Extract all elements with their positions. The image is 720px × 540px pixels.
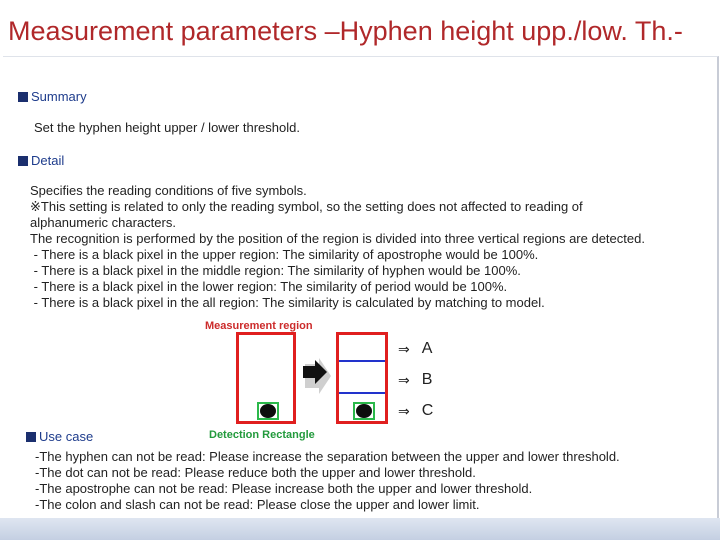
footer-band [0,518,720,540]
detail-line: Specifies the reading conditions of five symbols. [30,183,307,198]
bullet-square-icon [26,432,36,442]
detail-heading [18,153,64,168]
page-title: Measurement parameters –Hyphen height upp./low. Th.- [8,16,683,46]
summary-text: Set the hyphen height upper / lower threshold. [34,120,300,135]
result-label: C [421,402,434,419]
detail-text [30,183,645,311]
implies-arrow-icon: ⇒ [398,371,410,388]
summary-heading-label: Summary [31,89,87,104]
detail-line: The recognition is performed by the position of the region is divided into three vertical regions are detected. [30,231,645,246]
use-case-heading-label: Use case [39,429,94,444]
measurement-region-label: Measurement region [205,320,313,332]
use-case-line: -The dot can not be read: Please reduce both the upper and lower threshold. [35,465,476,480]
use-case-line: -The colon and slash can not be read: Please close the upper and lower limit. [35,497,480,512]
implies-arrow-icon: ⇒ [398,340,410,357]
bullet-square-icon [18,156,28,166]
use-case-line: -The hyphen can not be read: Please increase the separation between the upper and lower threshold. [35,449,620,464]
use-case-line: -The apostrophe can not be read: Please increase both the upper and lower threshold. [35,481,533,496]
result-label: A [421,340,433,357]
result-row-lower [398,402,433,420]
result-label: B [421,371,433,388]
detection-rectangle [353,402,375,420]
result-row-upper [398,340,432,358]
result-row-middle [398,371,432,389]
lower-threshold-line [339,392,385,394]
use-case-heading [26,429,93,444]
detail-line: - There is a black pixel in the upper region: The similarity of apostrophe would be 100%. [30,247,539,262]
detail-line: ※This setting is related to only the reading symbol, so the setting does not affected to reading of [30,199,583,214]
detail-line: alphanumeric characters. [30,215,176,230]
detection-rectangle-label: Detection Rectangle [209,429,315,441]
detection-rectangle [257,402,279,420]
detail-line: - There is a black pixel in the lower region: The similarity of period would be 100%. [30,279,508,294]
black-dot-icon [260,404,276,418]
black-dot-icon [356,404,372,418]
implies-arrow-icon: ⇒ [398,402,410,419]
right-arrow-icon [301,354,331,394]
detail-line: - There is a black pixel in the all region: The similarity is calculated by matching to model. [30,295,545,310]
detail-heading-label: Detail [31,153,65,168]
summary-heading [18,89,87,104]
use-case-text [35,449,620,513]
upper-threshold-line [339,360,385,362]
detail-line: - There is a black pixel in the middle region: The similarity of hyphen would be 100%. [30,263,521,278]
bullet-square-icon [18,92,28,102]
